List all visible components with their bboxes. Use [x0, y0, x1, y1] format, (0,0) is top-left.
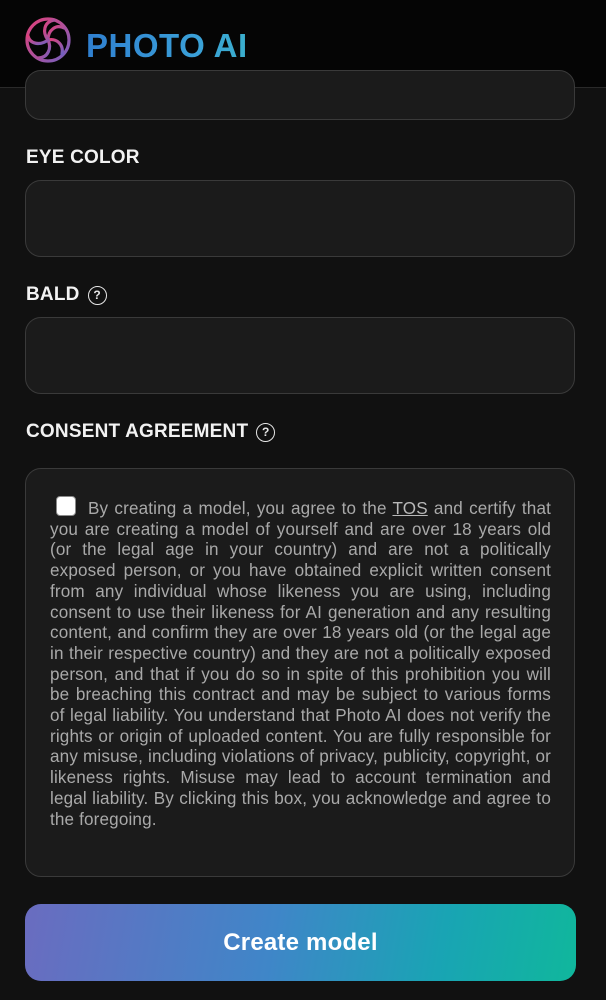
consent-text-after: and certify that you are creating a model of yourself and are over 18 years old (or the legal age in your country) and are not a politically exposed person, or you have obtained explicit written consent from any individual whose likeness you are using, including consent to use their likeness for AI generation and any resulting content, and confirm they are over 18 years old (or the legal age in their respective country) and they are not a politically exposed person, and that if you do so in spite of this prohibition you will be breaching this contract and may be subject to various forms of legal liability. You understand that Photo AI does not verify the rights or origin of uploaded content. You are fully responsible for any misuse, including violations of privacy, publicity, copyright, or likeness rights. Misuse may lead to account termination and legal liability. By clicking this box, you acknowledge and agree to the foregoing. [50, 499, 551, 829]
consent-text-before: By creating a model, you agree to the [88, 499, 393, 518]
bald-label: BALD ? [26, 283, 107, 307]
previous-field-input[interactable] [25, 70, 575, 120]
consent-help-icon[interactable]: ? [256, 423, 275, 442]
brand-logo-text[interactable]: PHOTO AI™ [86, 20, 269, 66]
create-model-button[interactable]: Create model [25, 904, 576, 981]
eye-color-label: EYE COLOR [26, 147, 140, 168]
consent-agreement-text [50, 499, 551, 830]
bald-field[interactable] [25, 317, 575, 394]
spiral-flower-icon[interactable] [24, 16, 72, 64]
eye-color-field[interactable] [25, 180, 575, 257]
consent-agreement-label: CONSENT AGREEMENT ? [26, 420, 275, 444]
trademark-mark: TM [247, 26, 269, 42]
bald-help-icon[interactable]: ? [88, 286, 107, 305]
tos-link[interactable]: TOS [392, 499, 428, 518]
